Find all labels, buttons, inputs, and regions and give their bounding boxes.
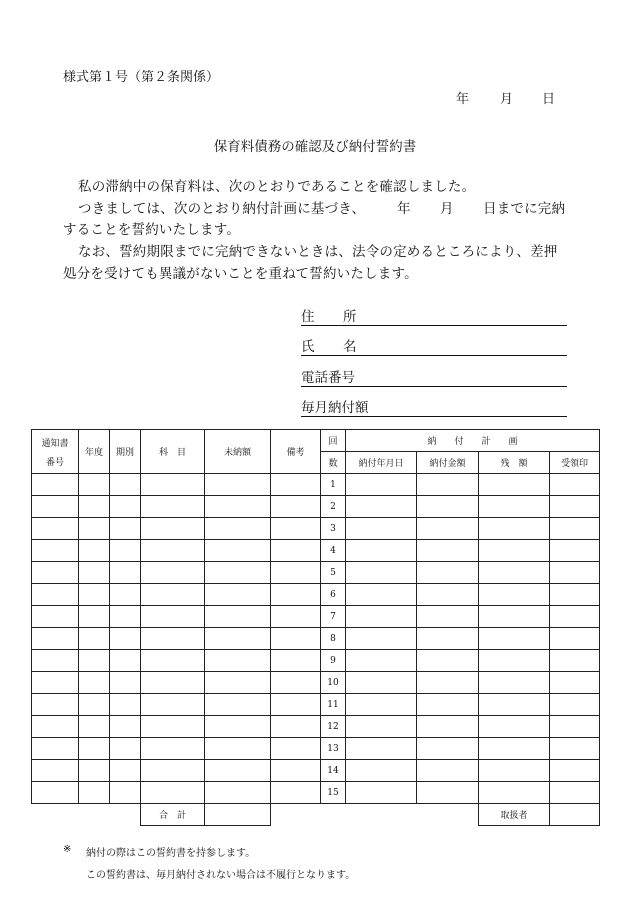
payment-plan-table	[31, 429, 600, 826]
table-cell[interactable]	[346, 650, 417, 672]
table-cell[interactable]	[141, 628, 205, 650]
table-cell[interactable]	[417, 474, 479, 496]
table-cell[interactable]	[205, 562, 271, 584]
table-cell[interactable]	[479, 584, 550, 606]
table-cell[interactable]	[479, 694, 550, 716]
table-cell[interactable]	[417, 628, 479, 650]
table-cell[interactable]	[205, 738, 271, 760]
table-cell[interactable]	[110, 540, 141, 562]
header-plan: 納 付 計 画	[346, 430, 600, 452]
table-cell[interactable]	[205, 672, 271, 694]
table-cell[interactable]	[141, 650, 205, 672]
table-cell[interactable]	[346, 562, 417, 584]
table-cell[interactable]	[32, 694, 79, 716]
table-cell[interactable]	[271, 694, 321, 716]
table-cell[interactable]	[479, 672, 550, 694]
table-cell[interactable]	[141, 496, 205, 518]
table-cell[interactable]	[141, 606, 205, 628]
table-cell[interactable]	[479, 474, 550, 496]
table-cell[interactable]	[346, 540, 417, 562]
header-item: 科 目	[141, 430, 205, 474]
table-cell[interactable]	[346, 518, 417, 540]
total-amount-cell[interactable]	[205, 804, 271, 826]
table-cell[interactable]	[417, 606, 479, 628]
table-cell[interactable]	[550, 474, 600, 496]
table-row	[32, 716, 600, 738]
address-field[interactable]	[301, 305, 567, 326]
note-1: 納付の際はこの誓約書を持参します。	[86, 848, 256, 859]
row-number: 9	[321, 650, 346, 672]
table-cell[interactable]	[110, 738, 141, 760]
table-cell[interactable]	[205, 518, 271, 540]
table-cell[interactable]	[271, 474, 321, 496]
table-cell[interactable]	[79, 760, 110, 782]
table-cell[interactable]	[205, 716, 271, 738]
table-cell[interactable]	[205, 540, 271, 562]
name-label-a: 氏	[301, 339, 315, 355]
handler-cell[interactable]	[550, 804, 600, 826]
table-cell[interactable]	[550, 738, 600, 760]
monthly-payment-field[interactable]	[301, 396, 567, 417]
table-cell[interactable]	[79, 540, 110, 562]
table-cell[interactable]	[417, 650, 479, 672]
table-cell[interactable]	[205, 584, 271, 606]
table-cell[interactable]	[271, 782, 321, 804]
table-cell[interactable]	[32, 650, 79, 672]
row-number: 5	[321, 562, 346, 584]
table-cell[interactable]	[346, 496, 417, 518]
table-cell[interactable]	[479, 760, 550, 782]
table-cell[interactable]	[417, 738, 479, 760]
table-row	[32, 782, 600, 804]
table-cell[interactable]	[550, 606, 600, 628]
table-cell[interactable]	[550, 562, 600, 584]
body-line-3: することを誓約いたします。	[63, 222, 241, 238]
table-cell[interactable]	[110, 606, 141, 628]
table-cell[interactable]	[346, 738, 417, 760]
table-cell[interactable]	[141, 738, 205, 760]
name-label-b: 名	[343, 339, 357, 355]
table-cell[interactable]	[141, 518, 205, 540]
table-row	[32, 606, 600, 628]
row-number: 13	[321, 738, 346, 760]
table-cell[interactable]	[32, 628, 79, 650]
table-cell[interactable]	[417, 672, 479, 694]
body-line-2-end: 日までに完納	[483, 201, 566, 217]
monthly-payment-label: 毎月納付額	[301, 400, 369, 416]
table-cell[interactable]	[32, 474, 79, 496]
body-line-1: 私の滞納中の保育料は、次のとおりであることを確認しました。	[78, 179, 476, 195]
table-cell[interactable]	[79, 650, 110, 672]
table-cell[interactable]	[417, 496, 479, 518]
table-cell[interactable]	[271, 672, 321, 694]
table-cell[interactable]	[205, 650, 271, 672]
table-cell[interactable]	[141, 672, 205, 694]
table-cell[interactable]	[346, 716, 417, 738]
table-cell[interactable]	[110, 562, 141, 584]
row-number: 8	[321, 628, 346, 650]
table-row	[32, 540, 600, 562]
table-cell[interactable]	[32, 496, 79, 518]
table-row	[32, 650, 600, 672]
header-balance: 残 額	[479, 452, 550, 474]
table-cell[interactable]	[346, 782, 417, 804]
table-cell[interactable]	[417, 782, 479, 804]
row-number: 15	[321, 782, 346, 804]
table-cell[interactable]	[141, 716, 205, 738]
total-row	[32, 804, 600, 826]
table-cell[interactable]	[32, 584, 79, 606]
table-cell[interactable]	[79, 518, 110, 540]
table-cell[interactable]	[479, 782, 550, 804]
row-number: 3	[321, 518, 346, 540]
table-cell[interactable]	[141, 782, 205, 804]
row-number: 1	[321, 474, 346, 496]
row-number: 6	[321, 584, 346, 606]
header-count-b: 数	[321, 452, 346, 474]
date-day-label: 日	[542, 92, 556, 107]
address-label-a: 住	[301, 309, 315, 325]
table-cell[interactable]	[271, 496, 321, 518]
table-cell[interactable]	[141, 694, 205, 716]
row-number: 10	[321, 672, 346, 694]
row-number: 2	[321, 496, 346, 518]
table-cell[interactable]	[79, 716, 110, 738]
table-cell[interactable]	[271, 584, 321, 606]
table-cell[interactable]	[271, 738, 321, 760]
table-cell[interactable]	[32, 606, 79, 628]
table-cell[interactable]	[417, 694, 479, 716]
table-row	[32, 760, 600, 782]
header-period: 期別	[110, 430, 141, 474]
table-cell[interactable]	[141, 474, 205, 496]
handler-label: 取扱者	[479, 804, 550, 826]
body-line-2a: つきましては、次のとおり納付計画に基づき、	[78, 201, 366, 217]
table-row	[32, 496, 600, 518]
table-cell[interactable]	[479, 738, 550, 760]
table-cell[interactable]	[79, 474, 110, 496]
table-cell[interactable]	[346, 606, 417, 628]
table-cell[interactable]	[110, 694, 141, 716]
header-notice-number	[32, 430, 79, 474]
table-cell[interactable]	[141, 562, 205, 584]
table-cell[interactable]	[417, 562, 479, 584]
table-cell[interactable]	[479, 540, 550, 562]
header-receipt: 受領印	[550, 452, 600, 474]
table-cell[interactable]	[110, 474, 141, 496]
table-row	[32, 584, 600, 606]
body-line-4: なお、誓約期限までに完納できないときは、法令の定めるところにより、差押	[78, 244, 558, 260]
table-cell[interactable]	[110, 650, 141, 672]
table-cell[interactable]	[271, 518, 321, 540]
table-cell[interactable]	[550, 694, 600, 716]
header-notice-a: 通知書	[41, 438, 69, 449]
table-cell[interactable]	[271, 562, 321, 584]
row-number: 12	[321, 716, 346, 738]
table-cell[interactable]	[205, 628, 271, 650]
table-cell[interactable]	[346, 628, 417, 650]
table-cell[interactable]	[417, 584, 479, 606]
document-title: 保育料債務の確認及び納付誓約書	[213, 139, 417, 155]
table-cell[interactable]	[479, 628, 550, 650]
table-cell[interactable]	[32, 562, 79, 584]
table-cell[interactable]	[205, 760, 271, 782]
total-label: 合 計	[141, 804, 205, 826]
table-cell[interactable]	[346, 584, 417, 606]
table-cell[interactable]	[110, 628, 141, 650]
blank-cell	[271, 804, 479, 826]
table-cell[interactable]	[550, 650, 600, 672]
table-row	[32, 694, 600, 716]
table-cell[interactable]	[271, 716, 321, 738]
row-number: 11	[321, 694, 346, 716]
table-cell[interactable]	[79, 606, 110, 628]
table-cell[interactable]	[417, 518, 479, 540]
table-cell[interactable]	[479, 716, 550, 738]
name-field[interactable]	[301, 335, 567, 356]
table-cell[interactable]	[550, 540, 600, 562]
table-row	[32, 474, 600, 496]
table-cell[interactable]	[110, 518, 141, 540]
body-line-2-year: 年	[397, 201, 411, 217]
table-cell[interactable]	[110, 672, 141, 694]
table-cell[interactable]	[79, 694, 110, 716]
table-cell[interactable]	[205, 606, 271, 628]
table-cell[interactable]	[271, 606, 321, 628]
form-number: 様式第１号（第２条関係）	[63, 70, 220, 85]
table-cell[interactable]	[205, 694, 271, 716]
header-pay-amount: 納付金額	[417, 452, 479, 474]
table-cell[interactable]	[479, 496, 550, 518]
note-2: この誓約書は、毎月納付されない場合は不履行となります。	[86, 870, 356, 881]
row-number: 4	[321, 540, 346, 562]
table-cell[interactable]	[479, 518, 550, 540]
table-cell[interactable]	[32, 782, 79, 804]
row-number: 7	[321, 606, 346, 628]
table-cell[interactable]	[32, 672, 79, 694]
table-cell[interactable]	[205, 782, 271, 804]
table-cell[interactable]	[141, 760, 205, 782]
table-cell[interactable]	[32, 716, 79, 738]
table-cell[interactable]	[205, 496, 271, 518]
table-cell[interactable]	[271, 650, 321, 672]
table-cell[interactable]	[550, 782, 600, 804]
table-cell[interactable]	[32, 540, 79, 562]
header-unpaid: 未納額	[205, 430, 271, 474]
table-cell[interactable]	[550, 518, 600, 540]
table-cell[interactable]	[346, 760, 417, 782]
table-cell[interactable]	[417, 716, 479, 738]
table-cell[interactable]	[32, 760, 79, 782]
table-cell[interactable]	[79, 672, 110, 694]
table-row	[32, 628, 600, 650]
table-cell[interactable]	[79, 496, 110, 518]
table-cell[interactable]	[346, 694, 417, 716]
table-row	[32, 518, 600, 540]
table-header-row-1	[32, 430, 600, 452]
address-label-b: 所	[343, 309, 357, 325]
table-cell[interactable]	[346, 474, 417, 496]
header-notice-b: 番号	[45, 457, 64, 468]
table-cell[interactable]	[32, 738, 79, 760]
table-cell[interactable]	[110, 760, 141, 782]
table-cell[interactable]	[479, 650, 550, 672]
table-cell[interactable]	[417, 760, 479, 782]
table-cell[interactable]	[550, 628, 600, 650]
table-cell[interactable]	[79, 562, 110, 584]
date-year-label: 年	[456, 92, 470, 107]
table-cell[interactable]	[550, 672, 600, 694]
table-cell[interactable]	[271, 760, 321, 782]
table-cell[interactable]	[79, 584, 110, 606]
header-pay-date: 納付年月日	[346, 452, 417, 474]
table-row	[32, 672, 600, 694]
phone-field[interactable]	[301, 366, 567, 387]
row-number: 14	[321, 760, 346, 782]
table-row	[32, 738, 600, 760]
table-cell[interactable]	[479, 562, 550, 584]
table-cell[interactable]	[141, 584, 205, 606]
table-cell[interactable]	[271, 540, 321, 562]
body-line-5: 処分を受けても異議がないことを重ねて誓約いたします。	[63, 266, 418, 282]
table-cell[interactable]	[32, 518, 79, 540]
header-count-a: 回	[321, 430, 346, 452]
table-cell[interactable]	[79, 628, 110, 650]
body-line-2-month: 月	[440, 201, 454, 217]
phone-label: 電話番号	[301, 370, 355, 386]
header-year: 年度	[79, 430, 110, 474]
note-mark: ※	[63, 844, 72, 855]
blank-cell	[32, 804, 141, 826]
header-remarks: 備考	[271, 430, 321, 474]
table-cell[interactable]	[346, 672, 417, 694]
table-cell[interactable]	[110, 496, 141, 518]
table-cell[interactable]	[205, 474, 271, 496]
table-cell[interactable]	[417, 540, 479, 562]
table-row	[32, 562, 600, 584]
table-cell[interactable]	[550, 496, 600, 518]
table-cell[interactable]	[79, 738, 110, 760]
table-cell[interactable]	[110, 584, 141, 606]
table-cell[interactable]	[110, 782, 141, 804]
date-month-label: 月	[500, 92, 514, 107]
table-cell[interactable]	[479, 606, 550, 628]
table-cell[interactable]	[141, 540, 205, 562]
table-cell[interactable]	[550, 716, 600, 738]
table-cell[interactable]	[550, 584, 600, 606]
table-cell[interactable]	[271, 628, 321, 650]
table-cell[interactable]	[110, 716, 141, 738]
table-cell[interactable]	[550, 760, 600, 782]
table-cell[interactable]	[79, 782, 110, 804]
